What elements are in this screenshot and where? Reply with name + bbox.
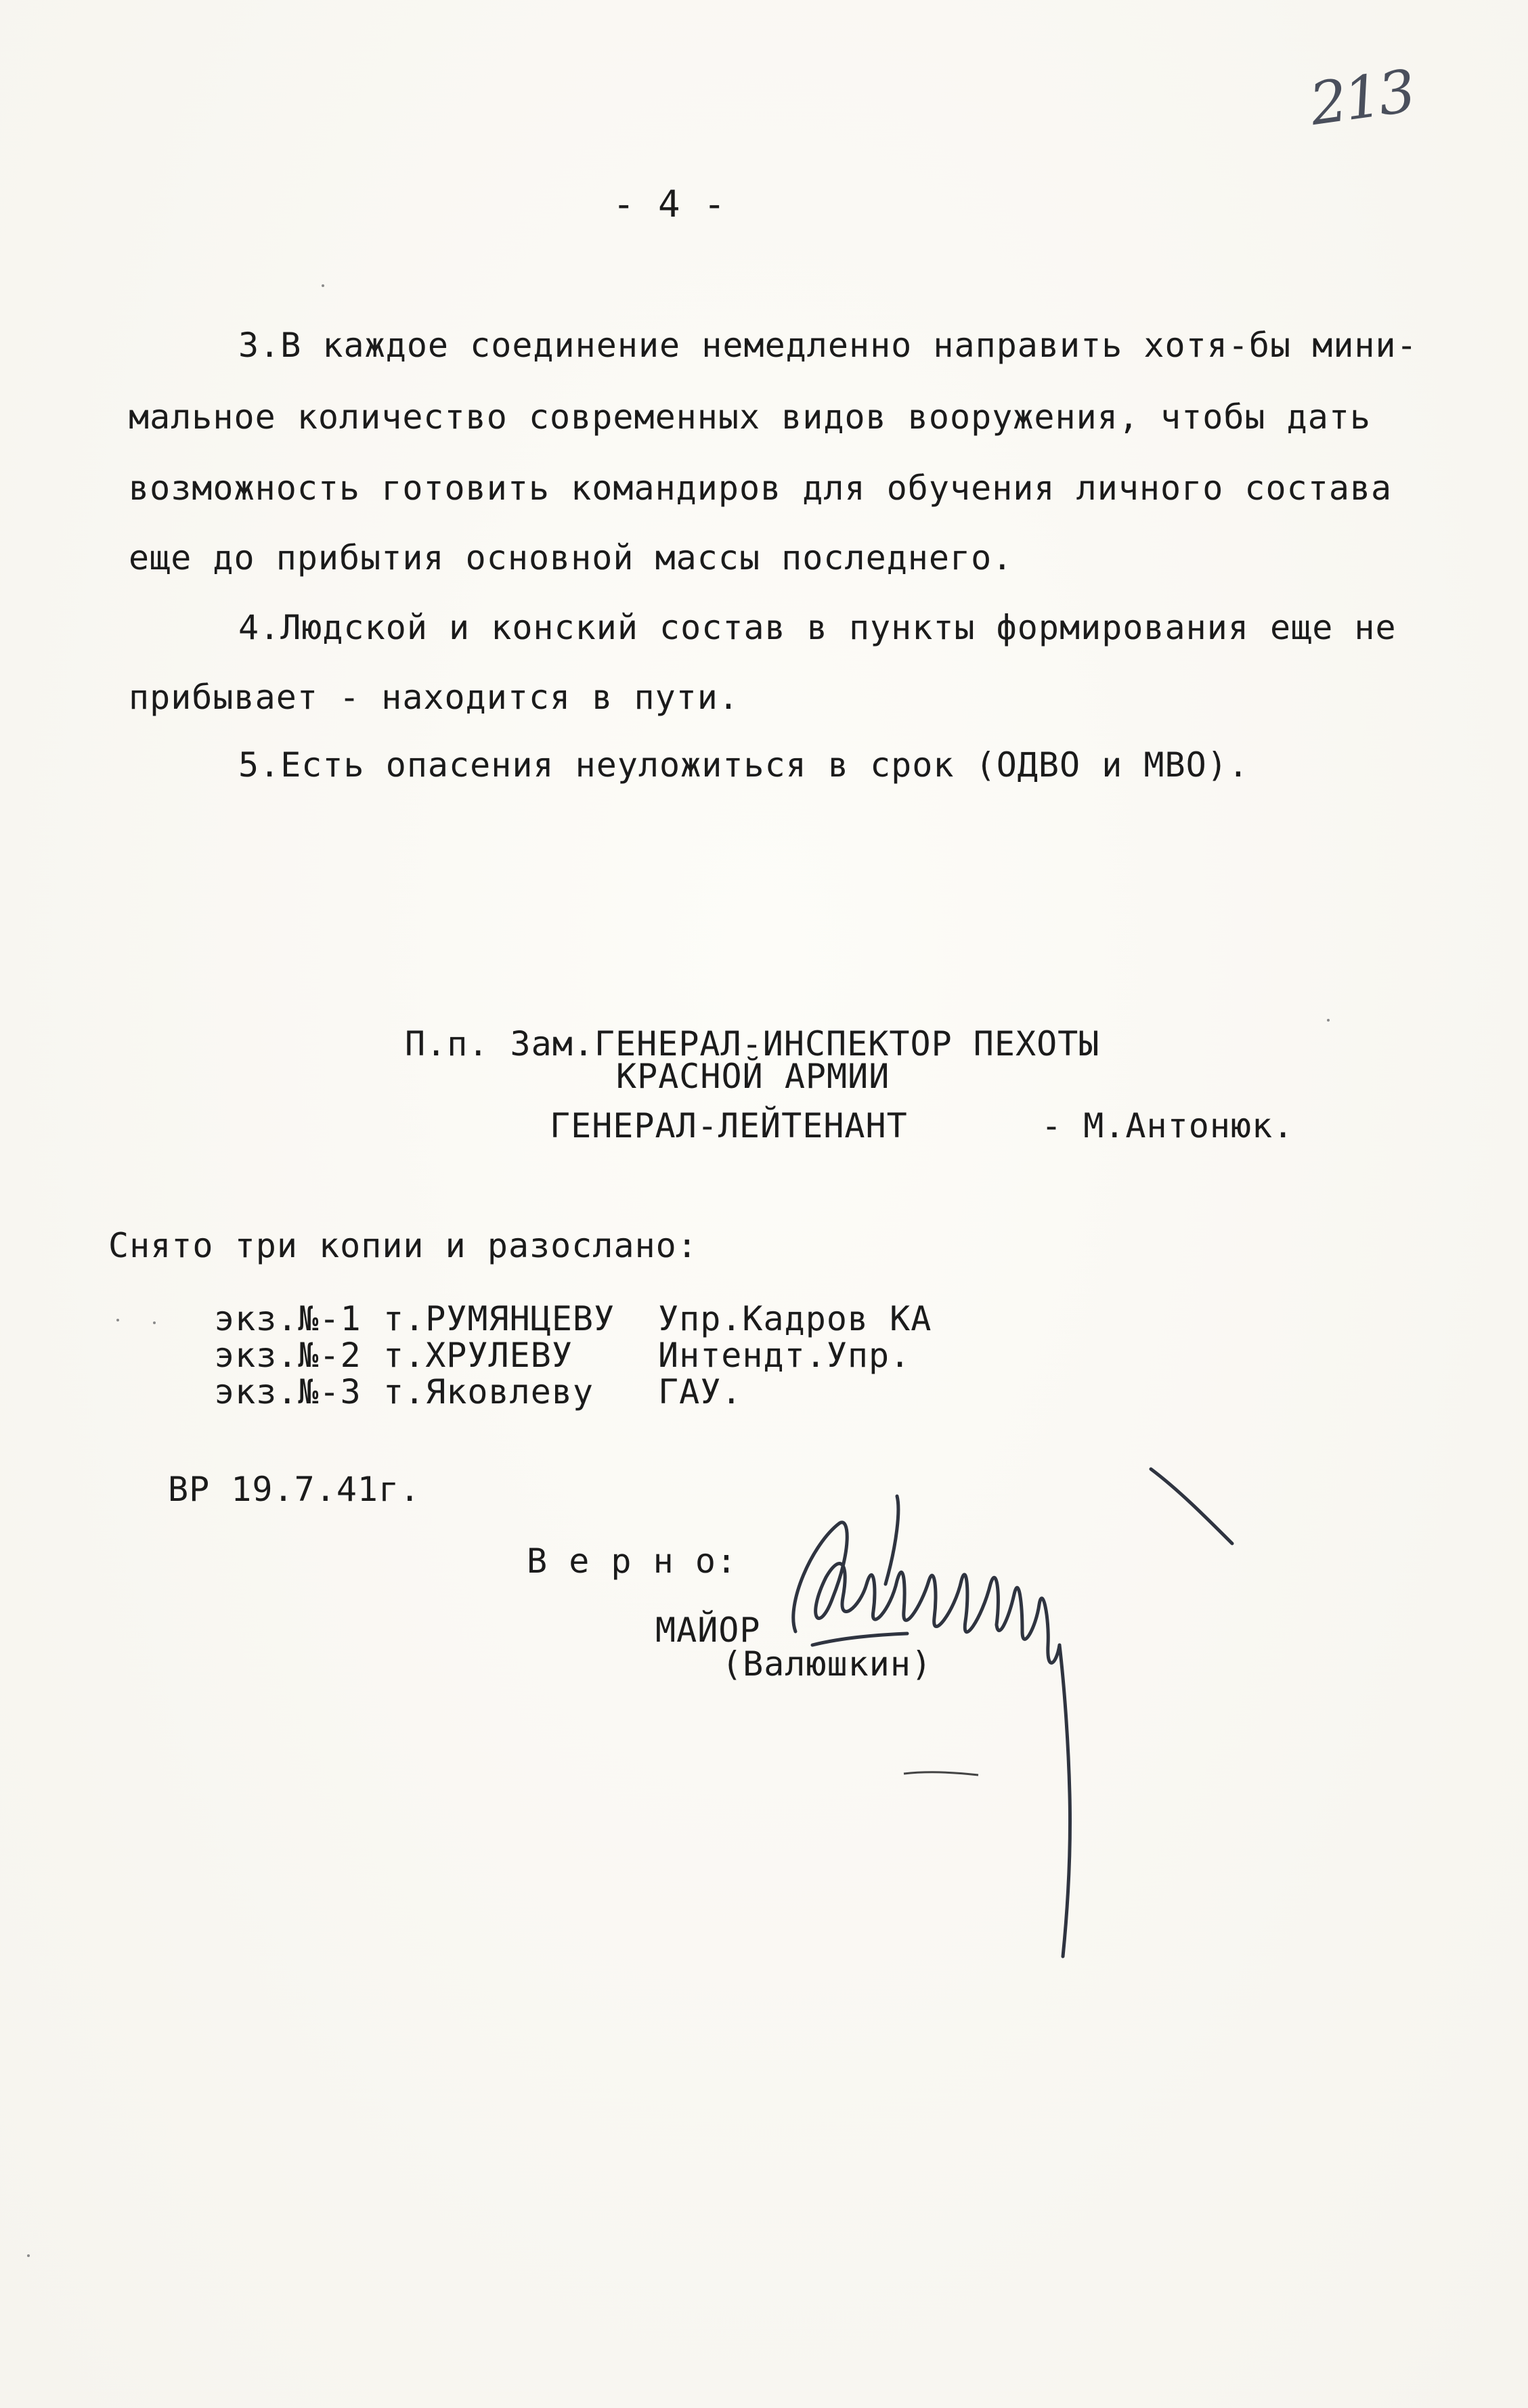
handwritten-signature — [731, 1442, 1286, 1984]
pen-dash-mark — [900, 1767, 982, 1780]
paragraph-4-line-1: 4.Людской и конский состав в пункты формирования еще не — [238, 608, 1397, 647]
distribution-office: Упр.Кадров КА — [658, 1299, 932, 1338]
speck — [153, 1321, 156, 1324]
distribution-recipient: т.РУМЯНЦЕВУ — [383, 1299, 615, 1338]
signature-block-title: П.п. Зам.ГЕНЕРАЛ-ИНСПЕКТОР ПЕХОТЫ — [405, 1024, 1100, 1064]
page-number: - 4 - — [613, 183, 726, 225]
distribution-recipient: т.ХРУЛЕВУ — [383, 1336, 573, 1375]
paragraph-3-line-3: возможность готовить командиров для обучения личного состава — [129, 468, 1393, 508]
speck — [27, 2254, 30, 2257]
speck — [116, 1319, 119, 1321]
certifier-name: (Валюшкин) — [722, 1644, 933, 1684]
paragraph-5-line-1: 5.Есть опасения неуложиться в срок (ОДВО и МВО). — [238, 745, 1249, 785]
typist-date: ВР 19.7.41г. — [168, 1470, 421, 1509]
distribution-copy-number: экз.№-2 — [214, 1336, 362, 1375]
distribution-heading: Снято три копии и разослано: — [108, 1226, 698, 1265]
certification-label: В е р н о: — [527, 1541, 738, 1581]
signatory-name: - М.Антонюк. — [1041, 1106, 1294, 1145]
archive-folio-number: 213 — [1305, 57, 1418, 139]
distribution-office: ГАУ. — [658, 1372, 743, 1411]
paragraph-3-line-1: 3.В каждое соединение немедленно направить хотя-бы мини- — [238, 326, 1418, 365]
paragraph-3-line-2: мальное количество современных видов вооружения, чтобы дать — [129, 397, 1372, 437]
distribution-recipient: т.Яковлеву — [383, 1372, 594, 1411]
paragraph-4-line-2: прибывает - находится в пути. — [129, 678, 739, 717]
distribution-office: Интендт.Упр. — [658, 1336, 911, 1375]
signatory-rank: ГЕНЕРАЛ-ЛЕЙТЕНАНТ — [550, 1106, 908, 1145]
paragraph-3-line-4: еще до прибытия основной массы последнего. — [129, 538, 1013, 577]
speck — [322, 284, 324, 287]
distribution-copy-number: экз.№-1 — [214, 1299, 362, 1338]
certifier-rank: МАЙОР — [655, 1611, 761, 1650]
distribution-copy-number: экз.№-3 — [214, 1372, 362, 1411]
signature-block-army: КРАСНОЙ АРМИИ — [616, 1057, 890, 1096]
speck — [1327, 1019, 1330, 1022]
